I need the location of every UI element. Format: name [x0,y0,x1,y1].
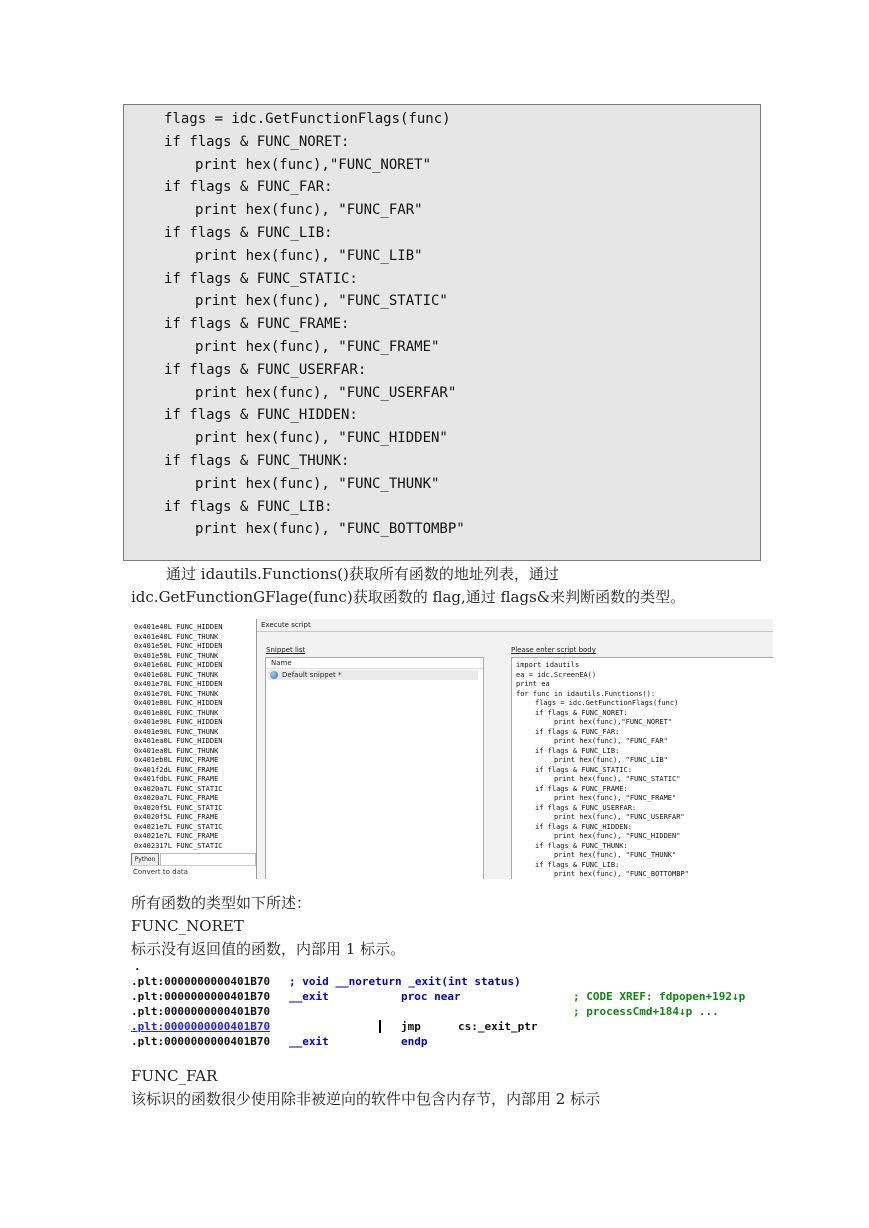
code-line: if flags & FUNC_USERFAR: [164,361,367,378]
output-row: 0x401e80L FUNC_HIDDEN [134,699,223,707]
script-line: flags = idc.GetFunctionFlags(func) [535,699,679,707]
paragraph-line-1: 通过 idautils.Functions()获取所有函数的地址列表，通过 [166,565,559,583]
code-line: if flags & FUNC_LIB: [164,225,333,241]
code-line: print hex(func), "FUNC_HIDDEN" [195,430,448,447]
script-line: if flags & FUNC_NORET: [535,708,628,717]
script-line: print ea [516,680,550,688]
disasm-address: .plt:0000000000401B70 [131,975,271,988]
disasm-xref[interactable]: ; CODE XREF: fdpopen+192↓p [573,990,746,1003]
code-line: if flags & FUNC_LIB: [164,498,333,515]
output-row: 0x4020f5L FUNC_FRAME [134,813,219,821]
output-row: 0x4021e7L FUNC_STATIC [134,822,223,831]
script-line: if flags & FUNC_USERFAR: [535,803,637,812]
script-line: if flags & FUNC_LIB: [535,746,620,755]
disasm-operand[interactable]: cs:_exit_ptr [458,1020,538,1033]
output-row: 0x401e50L FUNC_THUNK [134,651,219,660]
disasm-instruction: jmp [401,1020,421,1033]
disasm-address-selected[interactable]: .plt:0000000000401B70 [131,1020,271,1033]
snippet-item[interactable] [268,670,478,680]
script-line: if flags & FUNC_FAR: [535,727,620,736]
code-line: print hex(func), "FUNC_LIB" [195,247,423,264]
script-body-label: Please enter script body [511,646,596,654]
code-line: print hex(func), "FUNC_USERFAR" [195,384,457,401]
disasm-instruction: proc near [401,990,461,1003]
disasm-func-name[interactable]: __exit [289,1035,329,1048]
code-line: print hex(func), "FUNC_BOTTOMBP" [195,521,465,538]
disasm-instruction: endp [401,1035,428,1048]
script-line: print hex(func),"FUNC_NORET" [554,718,673,726]
script-line: print hex(func), "FUNC_FRAME" [554,794,677,802]
code-line: print hex(func), "FUNC_FAR" [195,202,423,219]
output-row: 0x4020a7L FUNC_STATIC [134,784,223,793]
snippet-list [265,657,484,879]
output-row: 0x401e40L FUNC_THUNK [134,632,219,641]
execute-script-dialog [256,619,773,879]
disasm-func-name[interactable]: __exit [289,990,329,1003]
status-text: Convert to data [133,868,188,876]
output-row: 0x401e70L FUNC_THUNK [134,689,219,698]
code-line: print hex(func), "FUNC_THUNK" [195,475,440,492]
disasm-address: .plt:0000000000401B70 [131,1005,271,1018]
section-intro: 所有函数的类型如下所述： [131,894,312,912]
code-line: flags = idc.GetFunctionFlags(func) [164,111,451,127]
divider [257,631,773,632]
script-line: import idautils [516,661,580,669]
code-line: if flags & FUNC_HIDDEN: [164,407,358,424]
python-snippet-icon [270,671,278,679]
output-row: 0x4020f5L FUNC_STATIC [134,803,223,812]
output-row: 0x401e40L FUNC_HIDDEN [134,623,223,631]
disasm-comment: ; void __noreturn _exit(int status) [289,975,521,988]
output-row: 0x401e90L FUNC_HIDDEN [134,718,223,726]
code-line: if flags & FUNC_FAR: [164,179,333,196]
script-line: print hex(func), "FUNC_STATIC" [554,775,681,783]
output-row: 0x4020a7L FUNC_FRAME [134,794,219,802]
dot: . [134,960,141,973]
code-block [123,104,761,561]
output-row: 0x402317L FUNC_STATIC [134,841,223,850]
script-line: if flags & FUNC_THUNK: [535,841,628,850]
script-line: print hex(func), "FUNC_THUNK" [554,851,677,859]
output-row: 0x401e90L FUNC_THUNK [134,727,219,736]
script-line: print hex(func), "FUNC_HIDDEN" [554,832,681,840]
disasm-address: .plt:0000000000401B70 [131,990,271,1003]
output-row: 0x401e80L FUNC_THUNK [134,708,219,717]
code-line: print hex(func),"FUNC_NORET" [195,156,432,173]
script-line: print hex(func), "FUNC_FAR" [554,737,668,745]
script-line: for func in idautils.Functions(): [516,689,656,698]
output-row: 0x4021e7L FUNC_FRAME [134,832,219,840]
output-row: 0x401fdbL FUNC_FRAME [134,775,219,783]
script-line: if flags & FUNC_LIB: [535,860,620,869]
script-line: if flags & FUNC_HIDDEN: [535,822,632,831]
ida-screenshot [130,619,773,879]
dialog-title: Execute script [261,621,311,629]
output-row: 0x401e60L FUNC_THUNK [134,670,219,679]
func-noret-description: 标示没有返回值的函数，内部用 1 标示。 [131,940,406,958]
script-line: if flags & FUNC_STATIC: [535,765,632,774]
output-row: 0x401eb0L FUNC_FRAME [134,756,219,764]
python-button[interactable]: Python [131,853,159,866]
script-line: ea = idc.ScreenEA() [516,670,597,679]
output-row: 0x401f2dL FUNC_FRAME [134,765,219,774]
snippet-name-header[interactable]: Name [266,658,483,669]
func-far-description: 该标识的函数很少使用除非被逆向的软件中包含内存节，内部用 2 标示 [131,1090,601,1108]
code-line: print hex(func), "FUNC_STATIC" [195,293,448,310]
script-editor[interactable] [511,657,773,879]
output-row: 0x401e60L FUNC_HIDDEN [134,661,223,669]
script-line: print hex(func), "FUNC_LIB" [554,756,668,764]
paragraph-line-2: idc.GetFunctionGFlage(func)获取函数的 flag,通过 flags&来判断函数的类型。 [131,588,686,606]
text-cursor [379,1020,381,1033]
code-line: print hex(func), "FUNC_FRAME" [195,339,440,355]
code-line: if flags & FUNC_FRAME: [164,316,350,333]
code-line: if flags & FUNC_THUNK: [164,453,350,469]
func-noret-title: FUNC_NORET [131,917,244,935]
output-row: 0x401e70L FUNC_HIDDEN [134,680,223,688]
output-window [130,619,256,879]
code-line: if flags & FUNC_NORET: [164,133,350,150]
code-line: if flags & FUNC_STATIC: [164,270,358,287]
snippet-item-label: Default snippet * [282,671,342,679]
output-row: 0x401ea0L FUNC_HIDDEN [134,737,223,745]
disasm-xref[interactable]: ; processCmd+184↓p ... [573,1005,719,1018]
snippet-list-label: Snippet list [266,646,306,654]
script-line: if flags & FUNC_FRAME: [535,784,628,793]
disassembly-view [131,960,771,1050]
script-line: print hex(func), "FUNC_USERFAR" [554,813,685,821]
script-line: print hex(func), "FUNC_BOTTOMBP" [554,870,689,878]
func-far-title: FUNC_FAR [131,1067,218,1085]
output-row: 0x401ea0L FUNC_THUNK [134,746,219,755]
divider [130,865,256,866]
disasm-address: .plt:0000000000401B70 [131,1035,271,1048]
output-row: 0x401e50L FUNC_HIDDEN [134,642,223,650]
